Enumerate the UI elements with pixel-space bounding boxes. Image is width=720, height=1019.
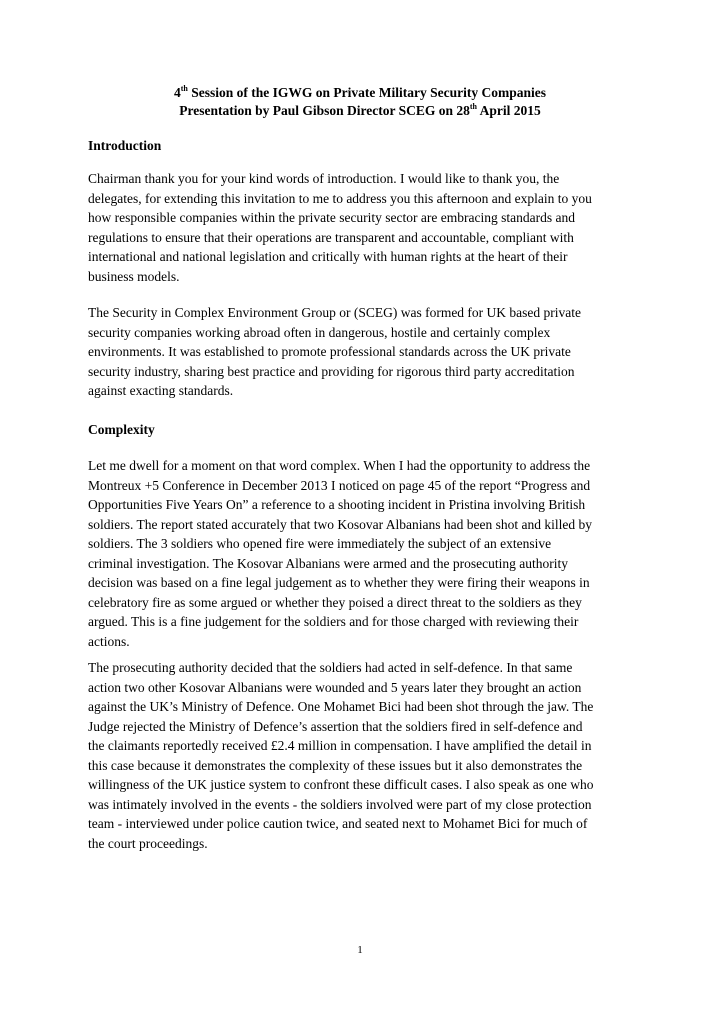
document-title bbox=[0, 84, 720, 120]
paragraph-line: how responsible companies within the private security sector are embracing standards and bbox=[88, 210, 575, 225]
paragraph-introduction bbox=[88, 169, 638, 286]
paragraph-line: criminal investigation. The Kosovar Albanians were armed and the prosecuting authority bbox=[88, 555, 568, 571]
paragraph-line: Opportunities Five Years On” a reference to a shooting incident in Pristina involving British bbox=[88, 497, 586, 512]
introduction-heading: Introduction bbox=[88, 138, 162, 153]
paragraph-line: regulations to ensure that their operations are transparent and accountable, compliant with bbox=[88, 229, 574, 245]
paragraph-line: against exacting standards. bbox=[88, 383, 234, 398]
paragraph-line: team - interviewed under police caution twice, and seated next to Mohamet Bici for much of bbox=[88, 816, 588, 831]
title-date-suffix: th bbox=[469, 101, 477, 111]
paragraph-line: this case because it demonstrates the complexity of these issues but it also demonstrates the bbox=[88, 757, 583, 773]
paragraph-line: the claimants reportedly received £2.4 million in compensation. I have amplified the detail in bbox=[88, 738, 592, 753]
paragraph-prosecution bbox=[88, 658, 638, 853]
paragraph-line: environments. It was established to promote professional standards across the UK private bbox=[88, 344, 571, 359]
paragraph-line: celebratory fire as some argued or whether they poised a direct threat to the soldiers as they bbox=[88, 594, 582, 610]
paragraph-complexity bbox=[88, 456, 638, 651]
paragraph-line: willingness of the UK justice system to confront these difficult cases. I also speak as one who bbox=[88, 777, 594, 792]
title-line-1 bbox=[0, 84, 720, 102]
title-line-2-text: April 2015 bbox=[477, 103, 541, 118]
title-ordinal-suffix: th bbox=[180, 83, 188, 93]
paragraph-line: security companies working abroad often in dangerous, hostile and certainly complex bbox=[88, 324, 551, 340]
title-line-2 bbox=[0, 102, 720, 120]
title-ordinal: 4 bbox=[174, 85, 181, 100]
complexity-heading: Complexity bbox=[88, 422, 155, 437]
paragraph-line: Let me dwell for a moment on that word complex. When I had the opportunity to address the bbox=[88, 458, 591, 473]
paragraph-line: Montreux +5 Conference in December 2013 I noticed on page 45 of the report “Progress and bbox=[88, 477, 591, 493]
paragraph-line: against the UK’s Ministry of Defence. One Mohamet Bici had been shot through the jaw. The bbox=[88, 699, 594, 714]
title-line-1-text: Session of the IGWG on Private Military Security Companies bbox=[187, 85, 546, 100]
paragraph-line: soldiers. The 3 soldiers who opened fire were immediately the subject of an extensive bbox=[88, 536, 552, 551]
paragraph-line: soldiers. The report stated accurately that two Kosovar Albanians had been shot and killed by bbox=[88, 516, 592, 532]
paragraph-sceg bbox=[88, 303, 638, 401]
page-number: 1 bbox=[357, 944, 363, 956]
paragraph-line: actions. bbox=[88, 633, 130, 649]
paragraph-line: argued. This is a fine judgement for the soldiers and for those charged with reviewing their bbox=[88, 614, 579, 629]
paragraph-line: action two other Kosovar Albanians were wounded and 5 years later they brought an action bbox=[88, 679, 582, 695]
paragraph-line: decision was based on a fine legal judgement as to whether they were firing their weapons in bbox=[88, 575, 590, 590]
paragraph-line: The prosecuting authority decided that the soldiers had acted in self-defence. In that same bbox=[88, 660, 573, 675]
paragraph-line: international and national legislation and critically with human rights at the heart of their bbox=[88, 249, 568, 264]
paragraph-line: the court proceedings. bbox=[88, 835, 208, 851]
paragraph-line: delegates, for extending this invitation to me to address you this afternoon and explain to you bbox=[88, 190, 592, 206]
paragraph-line: Chairman thank you for your kind words of introduction. I would like to thank you, the bbox=[88, 171, 560, 186]
paragraph-line: business models. bbox=[88, 268, 180, 284]
paragraph-line: was intimately involved in the events - the soldiers involved were part of my close protection bbox=[88, 796, 592, 812]
paragraph-line: Judge rejected the Ministry of Defence’s assertion that the soldiers fired in self-defence and bbox=[88, 718, 583, 734]
paragraph-line: The Security in Complex Environment Group or (SCEG) was formed for UK based private bbox=[88, 305, 582, 320]
title-line-2-prefix: Presentation by Paul Gibson Director SCEG on 28 bbox=[179, 103, 470, 118]
paragraph-line: security industry, sharing best practice and providing for rigorous third party accreditation bbox=[88, 363, 575, 379]
